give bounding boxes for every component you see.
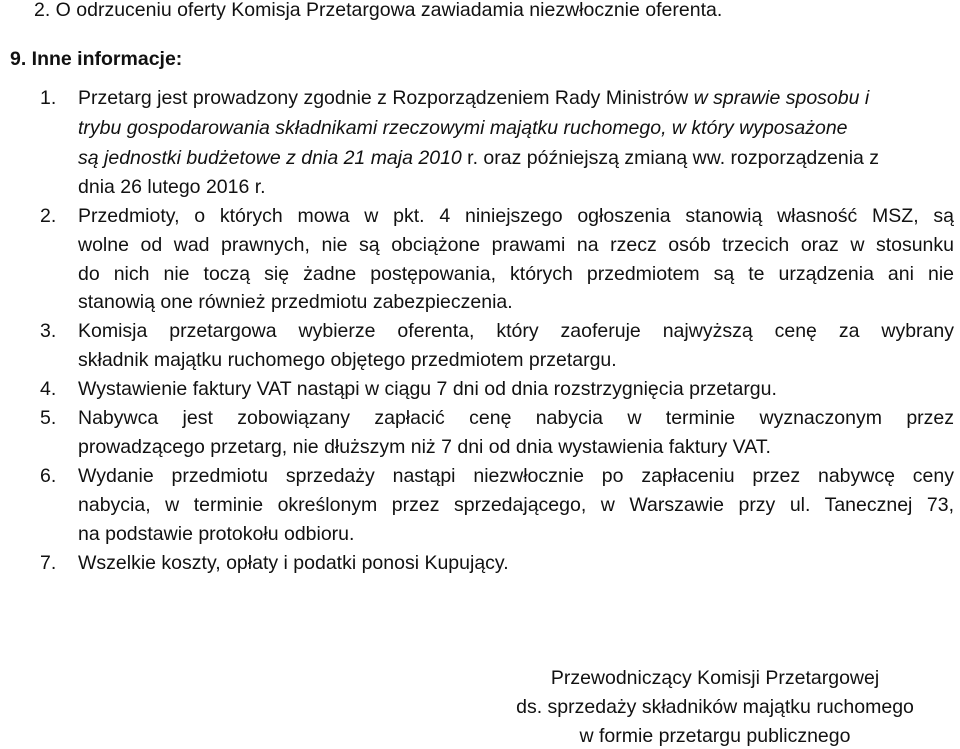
item-3-line: składnik majątku ruchomego objętego przedmiotem przetargu.	[78, 349, 617, 371]
item-1-line-1	[78, 85, 869, 111]
item-1-italic: są jednostki budżetowe z dnia 21 maja 2010	[78, 147, 462, 169]
item-number: 3.	[40, 320, 57, 342]
item-7-line: Wszelkie koszty, opłaty i podatki ponosi Kupujący.	[78, 552, 509, 574]
item-3-line: Komisja przetargowa wybierze oferenta, który zaoferuje najwyższą cenę za wybrany	[78, 320, 954, 342]
item-2-odrzucenie: 2. O odrzuceniu oferty Komisja Przetargowa zawiadamia niezwłocznie oferenta.	[34, 0, 723, 21]
item-5-line: prowadzącego przetarg, nie dłuższym niż 7 dni od dnia wystawienia faktury VAT.	[78, 436, 771, 458]
item-6-line: Wydanie przedmiotu sprzedaży nastąpi niezwłocznie po zapłaceniu przez nabywcę ceny	[78, 465, 954, 487]
item-1-italic: w sprawie sposobu i	[693, 87, 870, 109]
item-number: 1.	[40, 87, 57, 109]
item-6-line: na podstawie protokołu odbioru.	[78, 523, 355, 545]
item-2-line: Przedmioty, o których mowa w pkt. 4 niniejszego ogłoszenia stanowią własność MSZ, są	[78, 205, 954, 227]
item-1-text: r. oraz późniejszą zmianą ww. rozporządzenia z	[461, 147, 880, 169]
item-2-line: do nich nie toczą się żadne postępowania, których przedmiotem są te urządzenia ani nie	[78, 263, 954, 285]
item-6-line: nabycia, w terminie określonym przez sprzedającego, w Warszawie przy ul. Tanecznej 73,	[78, 494, 954, 516]
item-1-line-3	[78, 145, 879, 171]
item-number: 6.	[40, 465, 57, 487]
signature-subtitle-2: w formie przetargu publicznego	[579, 725, 851, 747]
item-number: 5.	[40, 407, 57, 429]
item-4-line: Wystawienie faktury VAT nastąpi w ciągu 7 dni od dnia rozstrzygnięcia przetargu.	[78, 378, 777, 400]
item-number: 2.	[40, 205, 57, 227]
item-2-line: stanowią one również przedmiotu zabezpieczenia.	[78, 291, 513, 313]
item-1-text: Przetarg jest prowadzony zgodnie z Rozporządzeniem Rady Ministrów	[78, 87, 694, 109]
item-number: 7.	[40, 552, 57, 574]
signature-subtitle: ds. sprzedaży składników majątku ruchomego	[516, 696, 914, 718]
item-number: 4.	[40, 378, 57, 400]
section-heading: 9. Inne informacje:	[10, 48, 183, 70]
item-5-line: Nabywca jest zobowiązany zapłacić cenę nabycia w terminie wyznaczonym przez	[78, 407, 954, 429]
item-1-line-4: dnia 26 lutego 2016 r.	[78, 176, 266, 198]
signature-title: Przewodniczący Komisji Przetargowej	[550, 667, 880, 689]
item-2-line: wolne od wad prawnych, nie są obciążone prawami na rzecz osób trzecich oraz w stosunku	[78, 234, 954, 256]
item-1-line-2: trybu gospodarowania składnikami rzeczowymi majątku ruchomego, w który wyposażone	[78, 117, 848, 139]
